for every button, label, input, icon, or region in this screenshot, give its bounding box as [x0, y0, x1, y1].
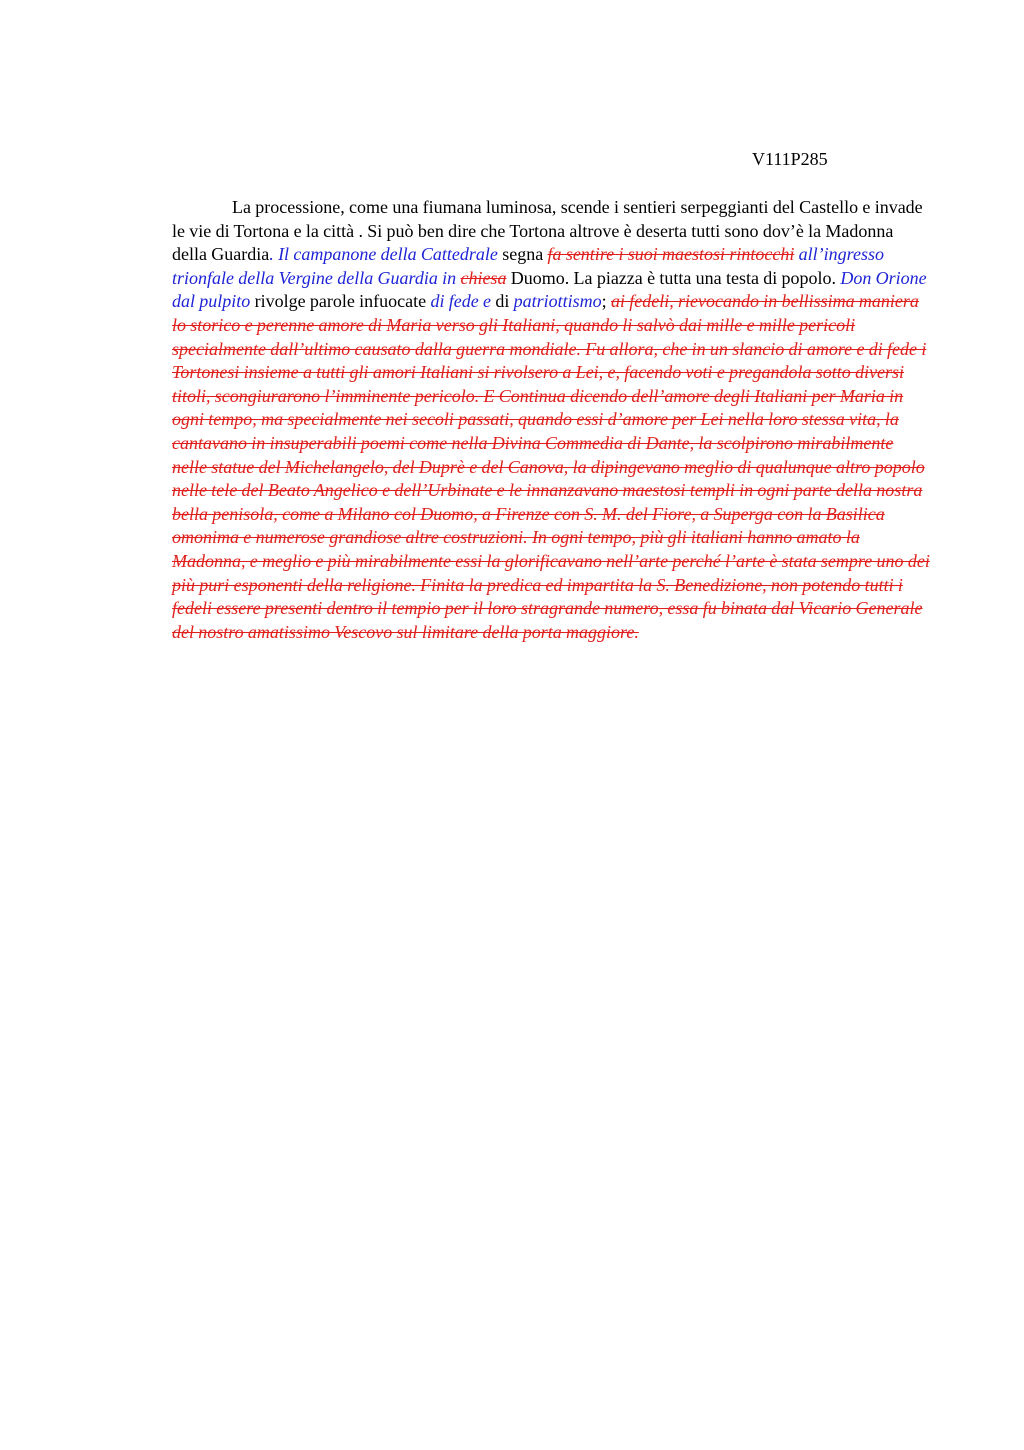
text-segment-plain: ; — [601, 291, 611, 312]
text-segment-deleted: fa sentire i suoi maestosi rintocchi — [547, 244, 795, 265]
text-segment-inserted: all’ingresso trionfale della Vergine della Guardia in — [172, 244, 884, 288]
text-segment-inserted: patriottismo — [513, 291, 602, 312]
text-segment-inserted: di fede e — [430, 291, 492, 312]
text-segment-inserted: Don Orione dal pulpito — [172, 267, 927, 312]
text-segment-plain: rivolge parole infuocate — [250, 291, 431, 312]
text-segment-plain: di — [491, 291, 514, 312]
text-segment-plain: segna — [497, 244, 548, 265]
text-segment-plain: La processione, come una fiumana luminosa, scende i sentieri serpeggianti del Castello e invade le vie di Tortona e la città . Si può ben dire che Tortona altrove è deserta tutti sono dov’è la Madonna della Guardia — [172, 197, 923, 265]
text-segment-plain: Duomo. La piazza è tutta una testa di popolo. — [506, 267, 841, 288]
text-segment-inserted: . Il campanone della Cattedrale — [269, 244, 498, 265]
text-segment-deleted: ai fedeli, rievocando in bellissima maniera lo storico e perenne amore di Maria verso gli Italiani, quando li salvò dai mille e mille pericoli specialmente dall’ultimo causato dalla guerra mondiale. Fu allora, che in un slancio di amore e di fede i Tortonesi insieme a tutti gli amori Italiani si rivolsero a Lei, e, facendo voti e pregandola sotto diversi titoli, scongiurarono l’imminente pericolo. E Continua dicendo dell’amore degli Italiani per Maria in ogni tempo, ma specialmente nei secoli passati, quando essi d’amore per Lei nella loro stessa vita, la cantavano in insuperabili poemi come nella Divina Commedia di Dante, la scolpirono mirabilmente nelle statue del Michelangelo, del Duprè e del Canova, la dipingevano meglio di qualunque altro popolo nelle tele del Beato Angelico e dell’Urbinate e le innanzavano maestosi templi in ogni parte della nostra bella penisola, come a Milano col Duomo, a Firenze con S. M. del Fiore, a Superga con la Basilica omonima e numerose grandiose altre costruzioni. In ogni tempo, più gli italiani hanno amato la Madonna, e meglio e più mirabilmente essi la glorificavano nell’arte perché l’arte è stata sempre uno dei più puri esponenti della religione. Finita la predica ed impartita la S. Benedizione, non potendo tutti i fedeli essere presenti dentro il tempio per il loro stragrande numero, essa fu binata dal Vicario Generale del nostro amatissimo Vescovo sul limitare della porta maggiore. — [172, 291, 930, 642]
page-identifier: V111P285 — [752, 149, 828, 169]
text-segment-deleted: chiesa — [460, 267, 507, 288]
document-paragraph — [172, 196, 932, 644]
